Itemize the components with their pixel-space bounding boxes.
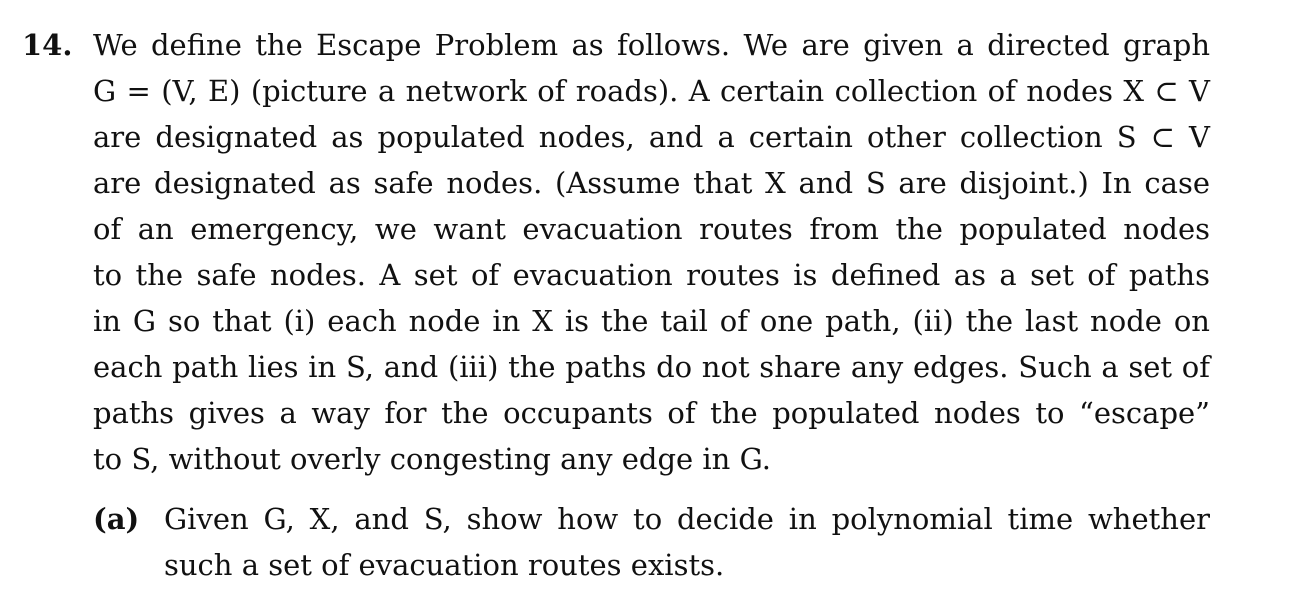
problem-text-line-7: in G so that (i) each node in X is the tail of one path, (ii) the last node on — [93, 304, 1210, 338]
part-a-text-line-2: such a set of evacuation routes exists. — [164, 548, 725, 582]
part-a-label: (a) — [93, 502, 140, 536]
part-a-text-line-1: Given G, X, and S, show how to decide in polynomial time whether — [164, 502, 1210, 536]
problem-text-line-1: We define the Escape Problem as follows. We are given a directed graph — [93, 28, 1210, 62]
problem-text-line-10: to S, without overly congesting any edge in G. — [93, 442, 771, 476]
problem-text-line-9: paths gives a way for the occupants of the populated nodes to “escape” — [93, 396, 1210, 430]
problem-number: 14. — [22, 28, 73, 62]
problem-text-line-5: of an emergency, we want evacuation routes from the populated nodes — [93, 212, 1210, 246]
problem-text-line-4: are designated as safe nodes. (Assume that X and S are disjoint.) In case — [93, 166, 1210, 200]
problem-text-line-3: are designated as populated nodes, and a certain other collection S ⊂ V — [93, 120, 1210, 154]
problem-text-line-8: each path lies in S, and (iii) the paths do not share any edges. Such a set of — [93, 350, 1210, 384]
problem-text-line-2: G = (V, E) (picture a network of roads). A certain collection of nodes X ⊂ V — [93, 74, 1210, 108]
problem-text-line-6: to the safe nodes. A set of evacuation routes is defined as a set of paths — [93, 258, 1210, 292]
